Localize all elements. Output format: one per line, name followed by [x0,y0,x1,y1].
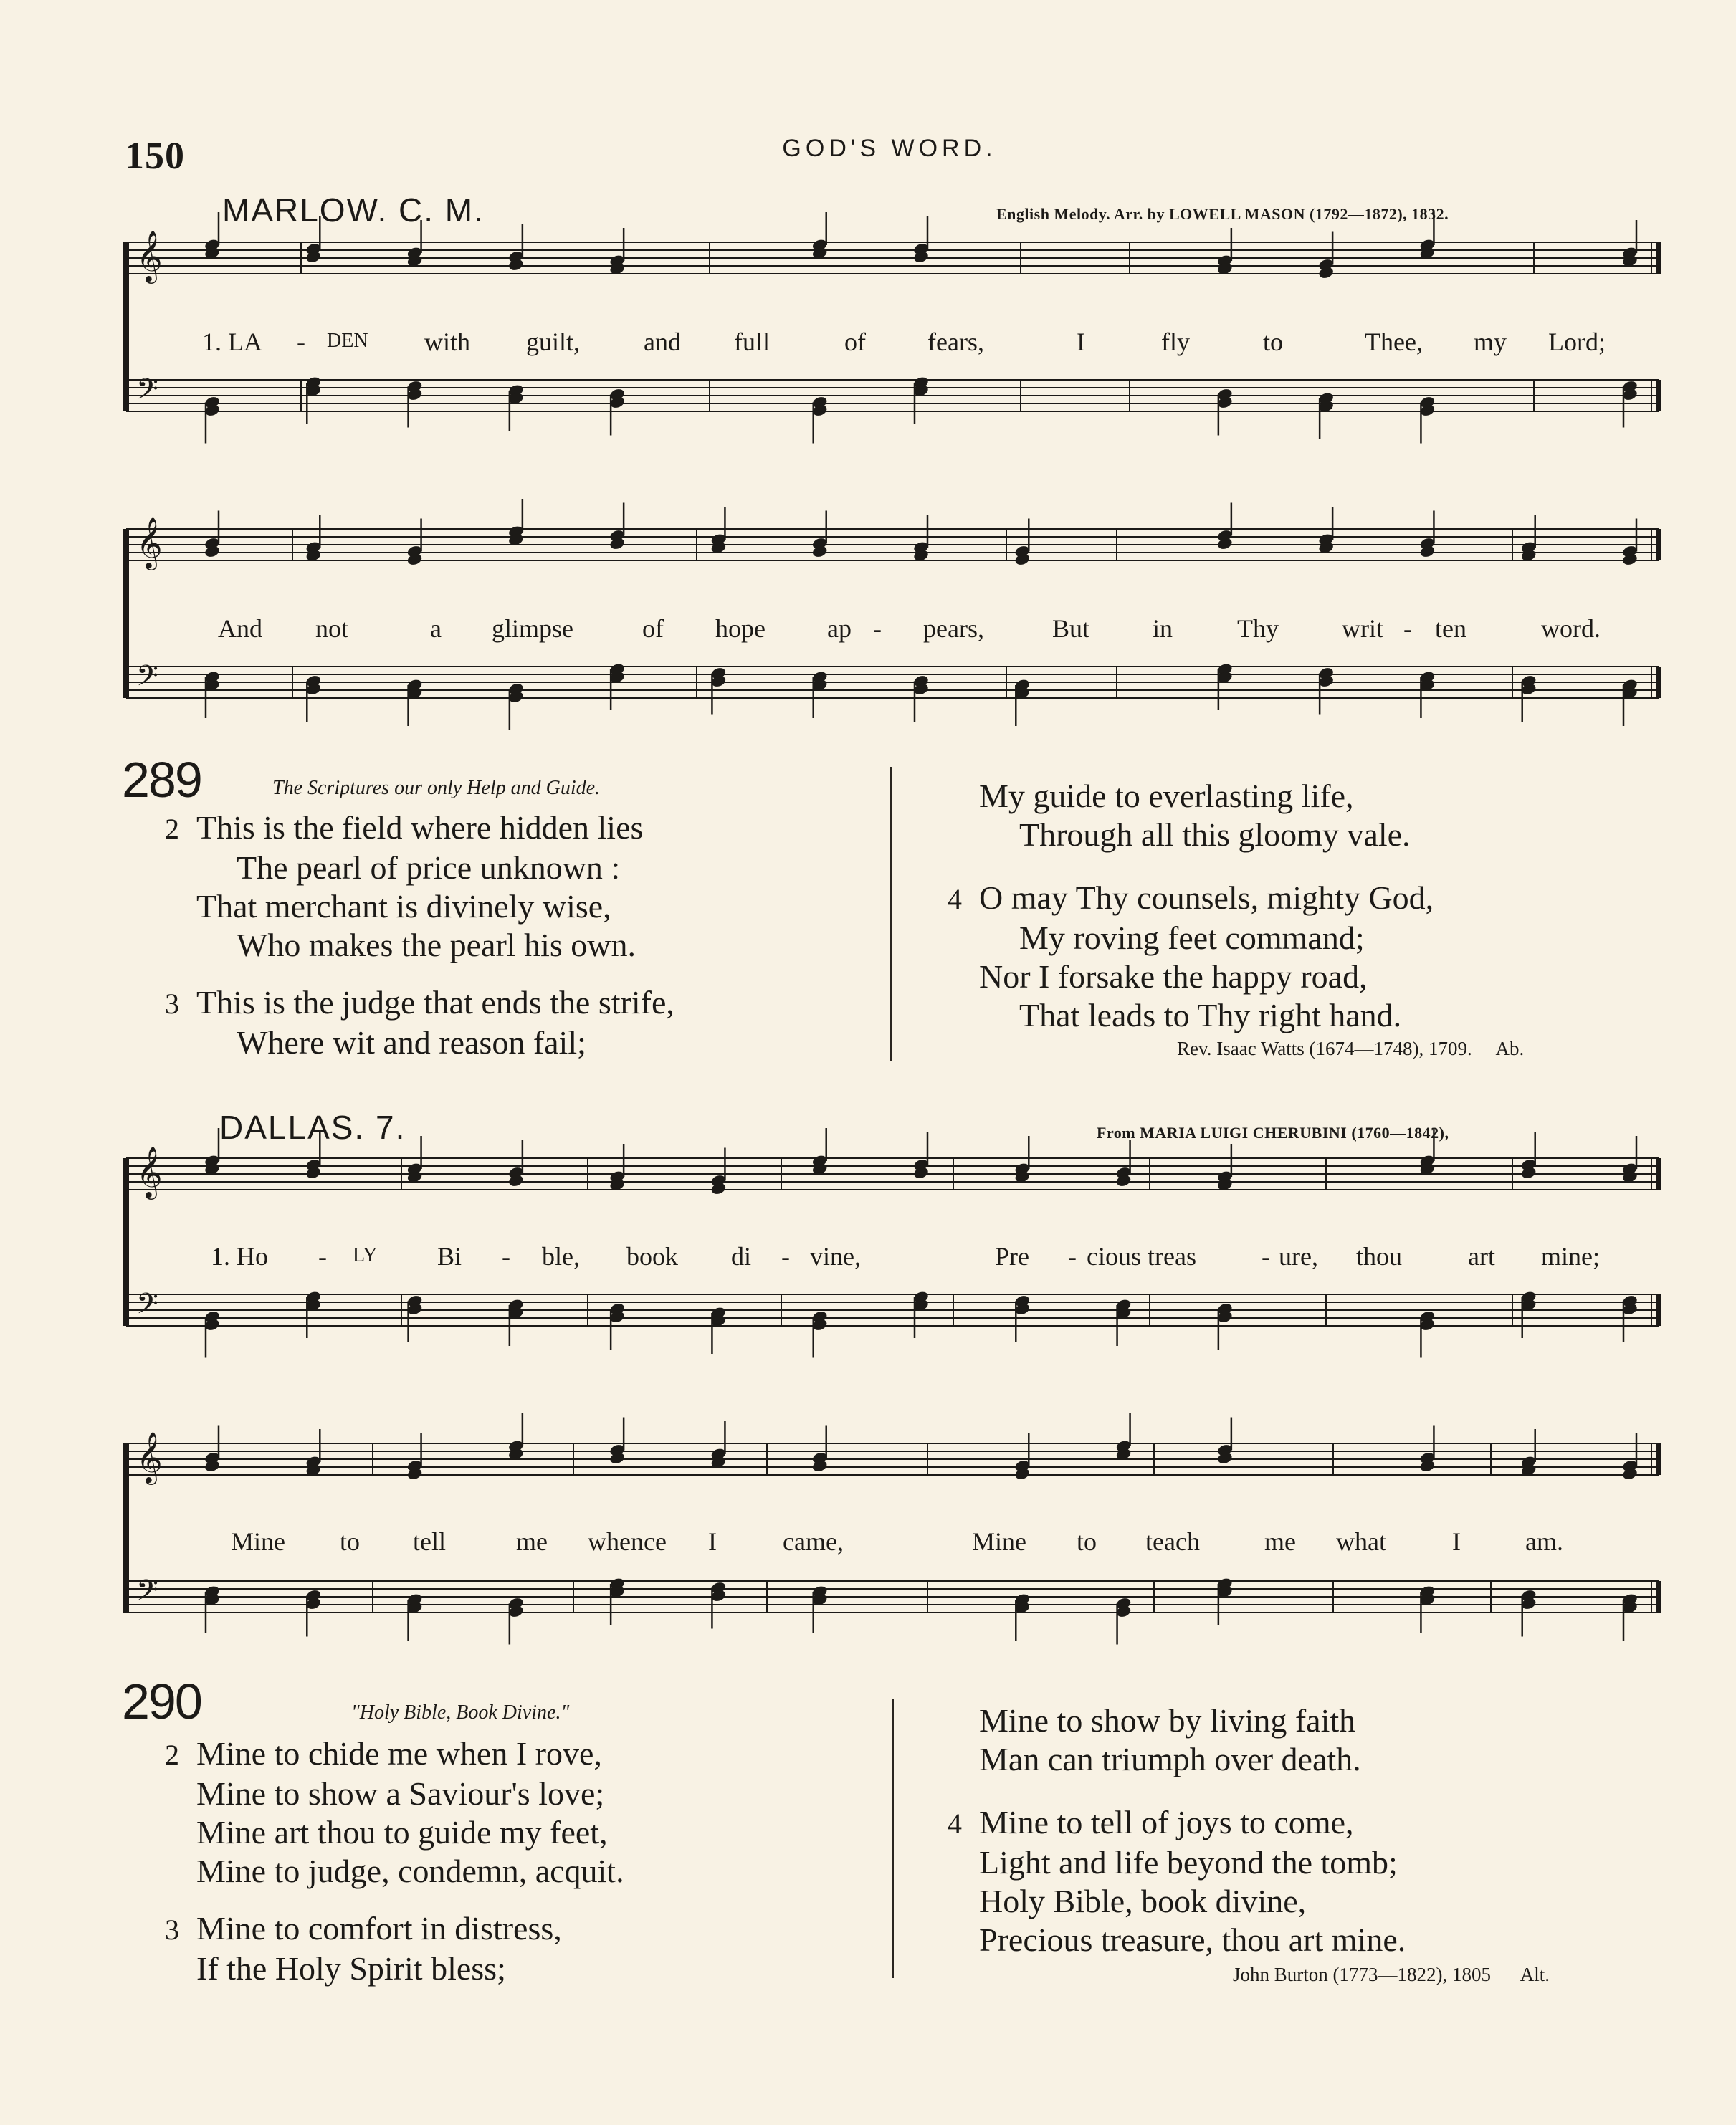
lyric-syllable: and [644,328,681,356]
author-name: Rev. Isaac Watts (1674—1748), 1709. [1177,1038,1472,1059]
verse-number: 2 [165,1739,179,1771]
lyric-syllable: book [626,1242,678,1271]
lyric-syllable: tell [413,1527,446,1556]
verse-3-290 [165,1909,562,1988]
lyric-syllable: of [844,328,866,356]
lyric-syllable: - [1403,614,1412,643]
column-divider [890,767,892,1061]
hymn-subtitle-289: The Scriptures our only Help and Guide. [272,777,601,799]
tune-credit-marlow: English Melody. Arr. by LOWELL MASON (1792—1872), 1832. [996,205,1449,223]
bass-clef-icon: 𝄢 [136,659,158,699]
verse-line: Mine art thou to guide my feet, [196,1814,608,1851]
tune-name-marlow: MARLOW. C. M. [222,191,485,229]
verse-continued-290 [948,1701,1361,1779]
verse-line: The pearl of price unknown : [237,849,621,886]
verse-line: That merchant is divinely wise, [196,888,611,925]
treble-clef-icon: 𝄞 [136,1431,163,1483]
lyric-syllable: me [516,1527,548,1556]
verse-number: 2 [165,813,179,845]
lyric-syllable: - [297,328,305,356]
lyric-syllable: teach [1145,1527,1200,1556]
lyric-syllable: came, [783,1527,844,1556]
lyric-syllable: to [1263,328,1284,356]
lyric-syllable: writ [1342,614,1383,643]
lyric-syllable: cious treas [1087,1242,1196,1271]
lyric-syllable: a [430,614,442,643]
author-credit-289 [1177,1038,1524,1060]
lyric-syllable: thou [1356,1242,1403,1271]
verse-line: Through all this gloomy vale. [1019,816,1411,853]
lyric-syllable: LY [353,1244,378,1266]
lyric-syllable: word. [1541,614,1601,643]
lyric-syllable: Pre [995,1242,1029,1271]
lyric-syllable: I [1452,1527,1461,1556]
lyric-syllable: in [1153,614,1173,643]
bass-clef-icon: 𝄢 [136,1574,158,1614]
lyric-syllable: - [1262,1242,1270,1271]
lyric-syllable: pears, [923,614,984,643]
lyric-syllable: ure, [1279,1242,1318,1271]
tune-name-dallas: DALLAS. 7. [219,1109,406,1146]
verse-number: 3 [165,988,179,1020]
verse-number: 4 [948,1808,962,1840]
verse-line: Mine to show a Saviour's love; [196,1775,605,1812]
verse-line: Who makes the pearl his own. [237,927,636,963]
lyric-syllable: fears, [927,328,984,356]
treble-clef-icon: 𝄞 [136,516,163,568]
verse-2-289 [165,808,643,965]
verse-line: Light and life beyond the tomb; [979,1844,1398,1881]
lyric-syllable: to [1077,1527,1097,1556]
lyric-syllable: ble, [542,1242,580,1271]
verse-4-290 [948,1803,1406,1959]
lyric-syllable: with [424,328,471,356]
lyric-syllable: But [1052,614,1090,643]
lyric-syllable: my [1474,328,1507,356]
verse-line: Where wit and reason fail; [237,1024,586,1061]
lyric-syllable: mine; [1541,1242,1600,1271]
page-number: 150 [125,134,185,177]
lyric-syllable: Mine [231,1527,285,1556]
lyric-syllable: - [502,1242,510,1271]
lyric-syllable: Thee, [1365,328,1423,356]
author-name: John Burton (1773—1822), 1805 [1233,1964,1491,1985]
bass-clef-icon: 𝄢 [136,373,158,413]
verse-line: Mine to show by living faith [979,1702,1356,1739]
verse-3-289 [165,983,674,1062]
verse-line: Mine to judge, condemn, acquit. [196,1853,624,1889]
lyric-syllable: of [642,614,664,643]
lyric-syllable: Lord; [1548,328,1606,356]
lyric-syllable: di [731,1242,752,1271]
verse-line: This is the field where hidden lies [196,809,644,846]
lyric-syllable: to [340,1527,361,1556]
verse-number: 4 [948,883,962,915]
lyric-syllable: - [1068,1242,1077,1271]
lyric-syllable: guilt, [526,328,581,356]
lyric-syllable: vine, [810,1242,861,1271]
verse-line: That leads to Thy right hand. [1019,997,1402,1033]
lyric-syllable: what [1336,1527,1386,1556]
verse-line: Mine to chide me when I rove, [196,1735,602,1772]
author-note: Ab. [1495,1038,1525,1059]
hymn-number-290: 290 [122,1673,201,1729]
lyric-syllable: Mine [972,1527,1026,1556]
lyric-syllable: not [315,614,349,643]
verse-2-290 [165,1734,624,1891]
verse-line: Mine to comfort in distress, [196,1910,562,1947]
running-title: GOD'S WORD. [782,135,997,162]
verse-line: Precious treasure, thou art mine. [979,1921,1406,1958]
lyric-syllable: I [708,1527,717,1556]
hymn-number-289: 289 [122,752,201,808]
lyric-syllable: ten [1435,614,1466,643]
lyric-syllable: 1. LA [202,328,262,356]
verse-line: If the Holy Spirit bless; [196,1950,506,1987]
verse-line: My guide to everlasting life, [979,778,1354,814]
lyric-syllable: - [873,614,882,643]
hymn-subtitle-290: "Holy Bible, Book Divine." [351,1701,570,1724]
author-note: Alt. [1520,1964,1550,1985]
lyric-syllable: am. [1525,1527,1563,1556]
treble-clef-icon: 𝄞 [136,1145,163,1198]
lyric-syllable: me [1264,1527,1296,1556]
lyric-syllable: I [1077,328,1085,356]
verse-line: Nor I forsake the happy road, [979,958,1368,995]
lyric-syllable: - [781,1242,790,1271]
lyric-syllable: glimpse [492,614,573,643]
treble-clef-icon: 𝄞 [136,229,163,282]
column-divider [892,1699,894,1978]
bass-clef-icon: 𝄢 [136,1287,158,1327]
verse-continued-289 [948,777,1411,854]
verse-number: 3 [165,1914,179,1946]
verse-line: This is the judge that ends the strife, [196,984,674,1021]
verse-line: Mine to tell of joys to come, [979,1804,1354,1840]
lyric-syllable: art [1468,1242,1495,1271]
verse-line: My roving feet command; [1019,920,1365,956]
lyric-syllable: DEN [327,330,368,352]
verse-line: Holy Bible, book divine, [979,1883,1307,1919]
tune-credit-dallas: From MARIA LUIGI CHERUBINI (1760—1842), [1097,1124,1449,1142]
lyric-syllable: - [318,1242,327,1271]
lyric-syllable: And [218,614,262,643]
verse-line: O may Thy counsels, mighty God, [979,879,1434,916]
author-credit-290 [1233,1964,1550,1986]
lyric-syllable: full [734,328,770,356]
verse-4-289 [948,879,1434,1035]
lyric-syllable: whence [588,1527,667,1556]
lyric-syllable: fly [1161,328,1190,356]
lyric-syllable: hope [715,614,766,643]
lyric-syllable: Bi [437,1242,462,1271]
lyric-syllable: ap [827,614,852,643]
lyric-syllable: 1. Ho [211,1242,268,1271]
verse-line: Man can triumph over death. [979,1741,1361,1777]
lyric-syllable: Thy [1237,614,1279,643]
